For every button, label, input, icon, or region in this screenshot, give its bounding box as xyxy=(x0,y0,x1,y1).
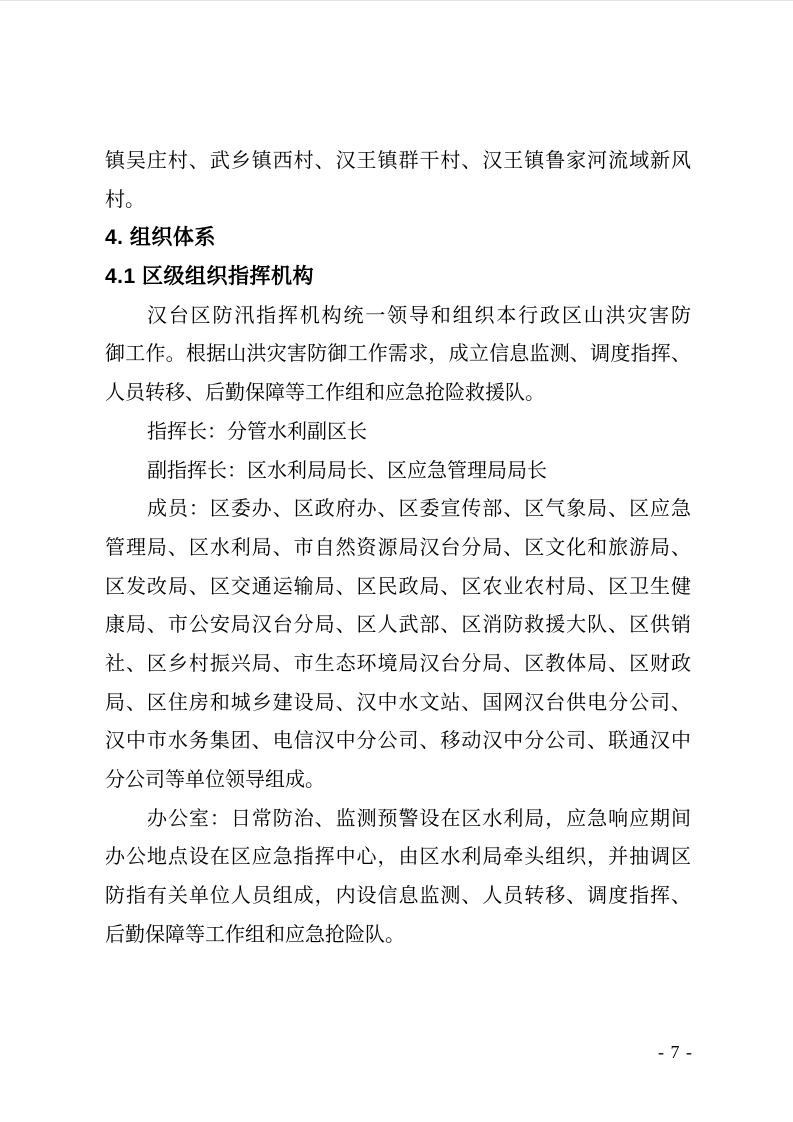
body-line: 御工作。根据山洪灾害防御工作需求，成立信息监测、调度指挥、 xyxy=(105,343,691,366)
document-body xyxy=(105,142,691,954)
commander-line: 指挥长：分管水利副区长 xyxy=(147,420,367,443)
subsection-heading: 4.1 区级组织指挥机构 xyxy=(105,265,315,289)
section-heading: 4. 组织体系 xyxy=(105,226,216,250)
body-line: 康局、市公安局汉台分局、区人武部、区消防救援大队、区供销 xyxy=(105,614,691,637)
body-line: 人员转移、后勤保障等工作组和应急抢险救援队。 xyxy=(105,382,545,405)
body-line: 后勤保障等工作组和应急抢险队。 xyxy=(105,923,405,946)
body-line: 村。 xyxy=(105,188,145,211)
body-line: 镇吴庄村、武乡镇西村、汉王镇群干村、汉王镇鲁家河流域新风 xyxy=(105,150,691,172)
body-line: 区发改局、区交通运输局、区民政局、区农业农村局、区卫生健 xyxy=(105,575,691,598)
members-line: 成员：区委办、区政府办、区委宣传部、区气象局、区应急 xyxy=(147,498,691,521)
body-line: 办公地点设在区应急指挥中心，由区水利局牵头组织，并抽调区 xyxy=(105,846,691,869)
body-line: 汉中市水务集团、电信汉中分公司、移动汉中分公司、联通汉中 xyxy=(105,730,691,753)
body-line: 汉台区防汛指挥机构统一领导和组织本行政区山洪灾害防 xyxy=(147,304,691,327)
body-line: 分公司等单位领导组成。 xyxy=(105,769,325,791)
deputy-commander-line: 副指挥长：区水利局局长、区应急管理局局长 xyxy=(147,459,547,482)
body-line: 防指有关单位人员组成，内设信息监测、人员转移、调度指挥、 xyxy=(105,885,691,908)
body-line: 局、区住房和城乡建设局、汉中水文站、国网汉台供电分公司、 xyxy=(105,691,691,714)
office-line: 办公室：日常防治、监测预警设在区水利局，应急响应期间 xyxy=(147,807,691,830)
page-number: - 7 - xyxy=(658,1042,693,1062)
body-line: 社、区乡村振兴局、市生态环境局汉台分局、区教体局、区财政 xyxy=(105,652,691,675)
body-line: 管理局、区水利局、市自然资源局汉台分局、区文化和旅游局、 xyxy=(105,536,691,559)
